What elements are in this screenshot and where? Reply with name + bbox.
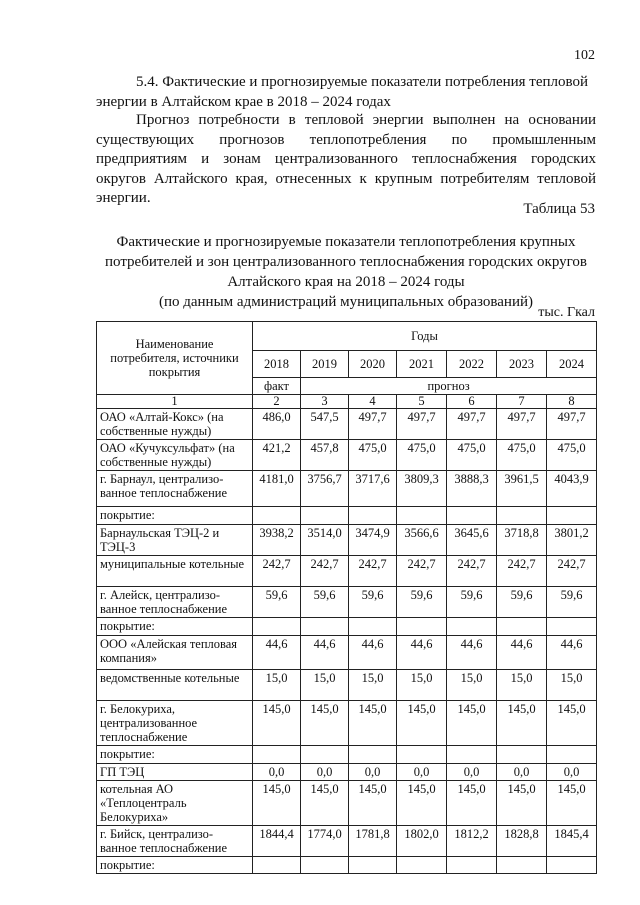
cell-value: 145,0 bbox=[447, 701, 497, 746]
table-row bbox=[97, 618, 597, 636]
table-title-line: потребителей и зон централизованного теплоснабжения городских округов bbox=[104, 254, 587, 270]
cell-value: 3717,6 bbox=[349, 471, 397, 507]
column-header-name: Наименование потребителя, источники покрытия bbox=[97, 322, 253, 395]
cell-value: 145,0 bbox=[497, 781, 547, 826]
table-row bbox=[97, 525, 597, 556]
cell-value: 475,0 bbox=[349, 440, 397, 471]
column-index: 2 bbox=[253, 395, 301, 409]
cell-value: 59,6 bbox=[397, 587, 447, 618]
cell-value: 3888,3 bbox=[447, 471, 497, 507]
cell-value: 145,0 bbox=[301, 781, 349, 826]
row-name: г. Алейск, централизо-ванное теплоснабжение bbox=[97, 587, 253, 618]
cell-value: 15,0 bbox=[447, 670, 497, 701]
cell-value: 497,7 bbox=[547, 409, 597, 440]
column-index: 5 bbox=[397, 395, 447, 409]
cell-value: 242,7 bbox=[397, 556, 447, 587]
table-title-line: Фактические и прогнозируемые показатели теплопотребления крупных bbox=[116, 234, 576, 250]
column-index: 4 bbox=[349, 395, 397, 409]
cell-value: 44,6 bbox=[497, 636, 547, 670]
row-name: г. Барнаул, централизо-ванное теплоснабжение bbox=[97, 471, 253, 507]
cell-value: 1828,8 bbox=[497, 826, 547, 857]
cell-value: 3809,3 bbox=[397, 471, 447, 507]
page-number: 102 bbox=[574, 48, 595, 63]
cell-value: 547,5 bbox=[301, 409, 349, 440]
column-index: 6 bbox=[447, 395, 497, 409]
cell-value: 3801,2 bbox=[547, 525, 597, 556]
column-index: 3 bbox=[301, 395, 349, 409]
column-header-years: Годы bbox=[253, 322, 597, 351]
cell-value: 421,2 bbox=[253, 440, 301, 471]
cell-value: 145,0 bbox=[447, 781, 497, 826]
table-row bbox=[97, 826, 597, 857]
cell-value: 486,0 bbox=[253, 409, 301, 440]
cell-value: 15,0 bbox=[397, 670, 447, 701]
column-header-year: 2021 bbox=[397, 351, 447, 378]
consumption-table bbox=[96, 321, 597, 874]
cell-value: 59,6 bbox=[447, 587, 497, 618]
cell-value: 475,0 bbox=[547, 440, 597, 471]
cell-value bbox=[301, 857, 349, 874]
cell-value: 44,6 bbox=[253, 636, 301, 670]
row-name: покрытие: bbox=[97, 746, 253, 764]
cell-value bbox=[349, 746, 397, 764]
row-name: г. Белокуриха, централизованное теплоснабжение bbox=[97, 701, 253, 746]
column-header-year: 2022 bbox=[447, 351, 497, 378]
cell-value bbox=[301, 746, 349, 764]
cell-value: 59,6 bbox=[547, 587, 597, 618]
table-row bbox=[97, 440, 597, 471]
cell-value: 1845,4 bbox=[547, 826, 597, 857]
cell-value bbox=[547, 507, 597, 525]
section-heading-line: 5.4. Фактические и прогнозируемые показатели потребления тепловой bbox=[136, 74, 589, 90]
cell-value: 0,0 bbox=[547, 764, 597, 781]
cell-value: 0,0 bbox=[301, 764, 349, 781]
table-row bbox=[97, 701, 597, 746]
cell-value: 0,0 bbox=[447, 764, 497, 781]
cell-value bbox=[447, 746, 497, 764]
cell-value: 15,0 bbox=[301, 670, 349, 701]
cell-value bbox=[547, 618, 597, 636]
cell-value: 44,6 bbox=[397, 636, 447, 670]
cell-value: 1781,8 bbox=[349, 826, 397, 857]
column-header-year: 2019 bbox=[301, 351, 349, 378]
cell-value bbox=[397, 507, 447, 525]
column-index: 1 bbox=[97, 395, 253, 409]
cell-value bbox=[301, 507, 349, 525]
table-row bbox=[97, 636, 597, 670]
cell-value bbox=[301, 618, 349, 636]
column-header-year: 2018 bbox=[253, 351, 301, 378]
cell-value: 1812,2 bbox=[447, 826, 497, 857]
cell-value: 497,7 bbox=[349, 409, 397, 440]
table-row bbox=[97, 507, 597, 525]
column-header-year: 2024 bbox=[547, 351, 597, 378]
cell-value bbox=[349, 507, 397, 525]
cell-value: 0,0 bbox=[349, 764, 397, 781]
cell-value bbox=[397, 618, 447, 636]
cell-value bbox=[497, 746, 547, 764]
table-title-line: (по данным администраций муниципальных образований) bbox=[158, 294, 534, 310]
table-label: Таблица 53 bbox=[523, 201, 595, 217]
row-name: ОАО «Алтай-Кокс» (на собственные нужды) bbox=[97, 409, 253, 440]
table-row bbox=[97, 746, 597, 764]
row-name: покрытие: bbox=[97, 618, 253, 636]
cell-value: 242,7 bbox=[497, 556, 547, 587]
cell-value bbox=[253, 857, 301, 874]
cell-value: 497,7 bbox=[497, 409, 547, 440]
cell-value: 1844,4 bbox=[253, 826, 301, 857]
cell-value: 59,6 bbox=[497, 587, 547, 618]
cell-value: 145,0 bbox=[349, 701, 397, 746]
row-name: покрытие: bbox=[97, 507, 253, 525]
cell-value bbox=[253, 618, 301, 636]
row-name: ОАО «Кучуксульфат» (на собственные нужды) bbox=[97, 440, 253, 471]
cell-value bbox=[497, 857, 547, 874]
cell-value: 3474,9 bbox=[349, 525, 397, 556]
table-title bbox=[96, 232, 596, 312]
cell-value: 242,7 bbox=[447, 556, 497, 587]
section-heading-line: энергии в Алтайском крае в 2018 – 2024 годах bbox=[96, 94, 391, 110]
section-heading bbox=[96, 72, 596, 112]
cell-value: 475,0 bbox=[397, 440, 447, 471]
row-name: котельная АО «Теплоцентраль Белокуриха» bbox=[97, 781, 253, 826]
cell-value: 44,6 bbox=[447, 636, 497, 670]
cell-value: 145,0 bbox=[253, 701, 301, 746]
cell-value: 3514,0 bbox=[301, 525, 349, 556]
units-label: тыс. Гкал bbox=[538, 305, 595, 320]
row-name: ООО «Алейская тепловая компания» bbox=[97, 636, 253, 670]
column-header-year: 2023 bbox=[497, 351, 547, 378]
cell-value: 59,6 bbox=[301, 587, 349, 618]
table-row bbox=[97, 471, 597, 507]
cell-value: 145,0 bbox=[547, 781, 597, 826]
cell-value: 242,7 bbox=[301, 556, 349, 587]
cell-value: 0,0 bbox=[253, 764, 301, 781]
cell-value: 0,0 bbox=[497, 764, 547, 781]
cell-value bbox=[397, 857, 447, 874]
table-title-line: Алтайского края на 2018 – 2024 годы bbox=[227, 274, 465, 290]
cell-value: 3645,6 bbox=[447, 525, 497, 556]
row-name: г. Бийск, централизо-ванное теплоснабжение bbox=[97, 826, 253, 857]
table-row bbox=[97, 670, 597, 701]
cell-value: 59,6 bbox=[349, 587, 397, 618]
cell-value bbox=[497, 507, 547, 525]
cell-value: 0,0 bbox=[397, 764, 447, 781]
table-row bbox=[97, 587, 597, 618]
row-name: ведомственные котельные bbox=[97, 670, 253, 701]
table-row bbox=[97, 764, 597, 781]
cell-value bbox=[447, 618, 497, 636]
cell-value: 475,0 bbox=[447, 440, 497, 471]
cell-value: 497,7 bbox=[447, 409, 497, 440]
column-header-fact: факт bbox=[253, 378, 301, 395]
cell-value bbox=[447, 507, 497, 525]
cell-value: 145,0 bbox=[547, 701, 597, 746]
column-index: 7 bbox=[497, 395, 547, 409]
cell-value: 145,0 bbox=[349, 781, 397, 826]
cell-value: 15,0 bbox=[497, 670, 547, 701]
cell-value: 3566,6 bbox=[397, 525, 447, 556]
cell-value bbox=[547, 857, 597, 874]
row-name: покрытие: bbox=[97, 857, 253, 874]
cell-value: 457,8 bbox=[301, 440, 349, 471]
cell-value bbox=[349, 618, 397, 636]
cell-value: 145,0 bbox=[497, 701, 547, 746]
cell-value: 145,0 bbox=[397, 781, 447, 826]
cell-value: 4181,0 bbox=[253, 471, 301, 507]
cell-value bbox=[497, 618, 547, 636]
cell-value: 145,0 bbox=[253, 781, 301, 826]
cell-value: 15,0 bbox=[547, 670, 597, 701]
row-name: ГП ТЭЦ bbox=[97, 764, 253, 781]
table-row bbox=[97, 781, 597, 826]
cell-value: 242,7 bbox=[547, 556, 597, 587]
cell-value bbox=[253, 746, 301, 764]
cell-value: 59,6 bbox=[253, 587, 301, 618]
cell-value: 242,7 bbox=[349, 556, 397, 587]
cell-value bbox=[447, 857, 497, 874]
cell-value bbox=[397, 746, 447, 764]
cell-value: 145,0 bbox=[301, 701, 349, 746]
row-name: муниципальные котельные bbox=[97, 556, 253, 587]
row-name: Барнаульская ТЭЦ-2 и ТЭЦ-3 bbox=[97, 525, 253, 556]
cell-value: 475,0 bbox=[497, 440, 547, 471]
cell-value: 3938,2 bbox=[253, 525, 301, 556]
cell-value bbox=[547, 746, 597, 764]
cell-value: 4043,9 bbox=[547, 471, 597, 507]
column-index: 8 bbox=[547, 395, 597, 409]
cell-value: 15,0 bbox=[253, 670, 301, 701]
cell-value: 44,6 bbox=[301, 636, 349, 670]
cell-value: 1774,0 bbox=[301, 826, 349, 857]
cell-value: 497,7 bbox=[397, 409, 447, 440]
table-row bbox=[97, 409, 597, 440]
column-header-year: 2020 bbox=[349, 351, 397, 378]
cell-value: 15,0 bbox=[349, 670, 397, 701]
column-header-forecast: прогноз bbox=[301, 378, 597, 395]
cell-value: 1802,0 bbox=[397, 826, 447, 857]
cell-value: 145,0 bbox=[397, 701, 447, 746]
table-row bbox=[97, 556, 597, 587]
cell-value: 242,7 bbox=[253, 556, 301, 587]
cell-value: 3961,5 bbox=[497, 471, 547, 507]
cell-value: 44,6 bbox=[349, 636, 397, 670]
cell-value: 44,6 bbox=[547, 636, 597, 670]
cell-value bbox=[349, 857, 397, 874]
section-paragraph: Прогноз потребности в тепловой энергии выполнен на основании существующих прогнозов теплопотребления по промышленным предприятиям и зонам централизованного теплоснабжения городских округов Алтайского края, отнесенных к крупным потребителям тепловой энергии. bbox=[96, 112, 596, 206]
cell-value bbox=[253, 507, 301, 525]
cell-value: 3718,8 bbox=[497, 525, 547, 556]
table-row bbox=[97, 857, 597, 874]
cell-value: 3756,7 bbox=[301, 471, 349, 507]
